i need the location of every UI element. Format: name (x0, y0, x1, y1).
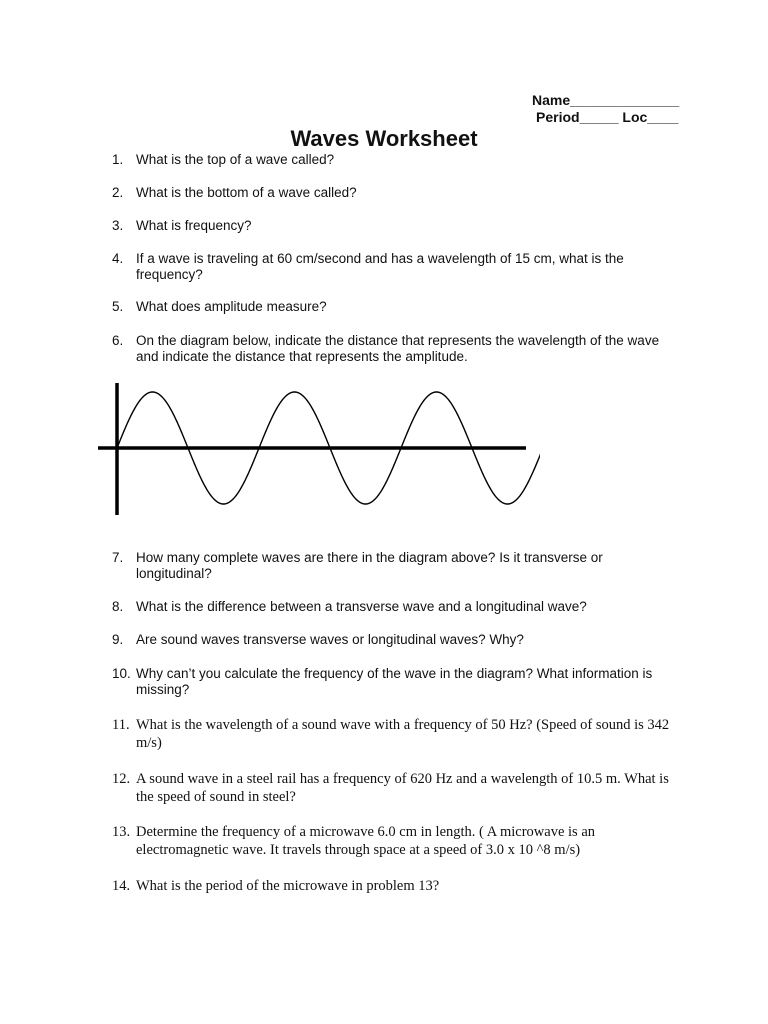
question-11 (112, 716, 682, 752)
question-13 (112, 823, 682, 859)
question-10 (112, 666, 682, 698)
wave-diagram (90, 378, 540, 523)
question-text: What is the wavelength of a sound wave with a frequency of 50 Hz? (Speed of sound is 342 m/s) (136, 717, 670, 751)
question-text: What is the bottom of a wave called? (136, 185, 357, 200)
question-4 (112, 251, 682, 283)
question-12 (112, 770, 682, 806)
question-3 (112, 218, 682, 234)
question-text: Determine the frequency of a microwave 6.0 cm in length. ( A microwave is an electromagnetic wave. It travels through space at a speed of 3.0 x 10 ^8 m/s) (136, 824, 596, 858)
question-text: A sound wave in a steel rail has a frequency of 620 Hz and a wavelength of 10.5 m. What is the speed of sound in steel? (136, 771, 669, 805)
question-7 (112, 550, 682, 582)
question-number: 10. (112, 666, 131, 681)
question-text: What is frequency? (136, 218, 252, 233)
question-14 (112, 877, 682, 895)
question-text: What is the difference between a transverse wave and a longitudinal wave? (136, 599, 587, 614)
question-number: 14. (112, 878, 131, 894)
question-8 (112, 599, 682, 615)
name-field-label: Name______________ (532, 92, 680, 108)
question-number: 6. (112, 333, 124, 348)
question-number: 7. (112, 550, 124, 565)
question-number: 5. (112, 299, 124, 314)
period-loc-field-label: Period_____ Loc____ (536, 109, 679, 125)
question-number: 9. (112, 632, 124, 647)
question-number: 3. (112, 218, 124, 233)
question-number: 2. (112, 185, 124, 200)
question-number: 11. (112, 717, 130, 733)
question-text: If a wave is traveling at 60 cm/second and has a wavelength of 15 cm, what is the frequency? (136, 251, 624, 282)
question-number: 12. (112, 771, 131, 787)
question-text: On the diagram below, indicate the distance that represents the wavelength of the wave and indicate the distance that represents the amplitude. (136, 333, 660, 364)
question-number: 8. (112, 599, 124, 614)
question-text: Why can’t you calculate the frequency of the wave in the diagram? What information is missing? (136, 666, 653, 697)
page-title (0, 125, 768, 153)
question-number: 1. (112, 152, 124, 167)
question-number: 4. (112, 251, 124, 266)
question-number: 13. (112, 824, 131, 840)
question-text: How many complete waves are there in the diagram above? Is it transverse or longitudinal? (136, 550, 603, 581)
question-5 (112, 299, 682, 315)
question-text: What is the top of a wave called? (136, 152, 335, 167)
question-1 (112, 152, 682, 168)
question-6 (112, 333, 682, 365)
question-text: What does amplitude measure? (136, 299, 327, 314)
question-9 (112, 632, 682, 648)
question-text: What is the period of the microwave in problem 13? (136, 878, 440, 894)
question-2 (112, 185, 682, 201)
page-title-text: Waves Worksheet (290, 126, 478, 151)
question-text: Are sound waves transverse waves or longitudinal waves? Why? (136, 632, 524, 647)
